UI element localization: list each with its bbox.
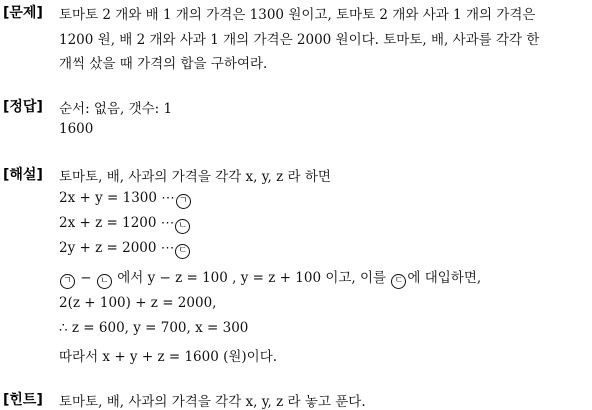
hint-text: 토마토, 배, 사과의 가격을 각각 x, y, z 라 놓고 푼다. — [59, 394, 366, 410]
equation-2-text: 2x + z = 1200 ⋯ — [59, 215, 175, 231]
problem-line-2: 1200 원, 배 2 개와 사과 1 개의 가격은 2000 원이다. 토마토, 배, 사과를 각각 한 — [59, 32, 540, 48]
substitution-text: 에 대입하면, — [407, 270, 482, 286]
answer-value: 1600 — [59, 121, 94, 137]
answer-label: [정답] — [3, 99, 43, 115]
solution-intro: 토마토, 배, 사과의 가격을 각각 x, y, z 라 하면 — [59, 169, 331, 185]
elimination-text: 에서 y − z = 100 , y = z + 100 이고, 이를 — [112, 270, 391, 286]
minus-sign: − — [76, 270, 96, 286]
solution-conclusion: 따라서 x + y + z = 1600 (원)이다. — [59, 349, 278, 365]
equation-2 — [59, 215, 191, 234]
solution-label: [해설] — [3, 167, 43, 183]
equation-3 — [59, 240, 191, 259]
problem-line-1: 토마토 2 개와 배 1 개의 가격은 1300 원이고, 토마토 2 개와 사과 1 개의 가격은 — [59, 7, 536, 23]
circled-digeut-marker: ㄷ — [175, 244, 190, 259]
circled-giyeok-marker: ㄱ — [176, 194, 191, 209]
equation-4: 2(z + 100) + z = 2000, — [59, 295, 217, 311]
circled-giyeok-marker: ㄱ — [60, 274, 75, 289]
circled-digeut-marker: ㄷ — [391, 274, 406, 289]
elimination-step — [59, 266, 481, 289]
circled-nieun-marker: ㄴ — [97, 274, 112, 289]
answer-line-order-count: 순서: 없음, 갯수: 1 — [59, 101, 173, 117]
equation-1-text: 2x + y = 1300 ⋯ — [59, 190, 175, 206]
hint-label: [힌트] — [3, 392, 43, 408]
problem-line-3: 개씩 샀을 때 가격의 합을 구하여라. — [59, 56, 268, 72]
equation-1 — [59, 190, 192, 209]
equation-5-result: ∴ z = 600, y = 700, x = 300 — [59, 320, 249, 336]
problem-label: [문제] — [3, 5, 43, 21]
equation-3-text: 2y + z = 2000 ⋯ — [59, 240, 175, 256]
circled-nieun-marker: ㄴ — [175, 219, 190, 234]
